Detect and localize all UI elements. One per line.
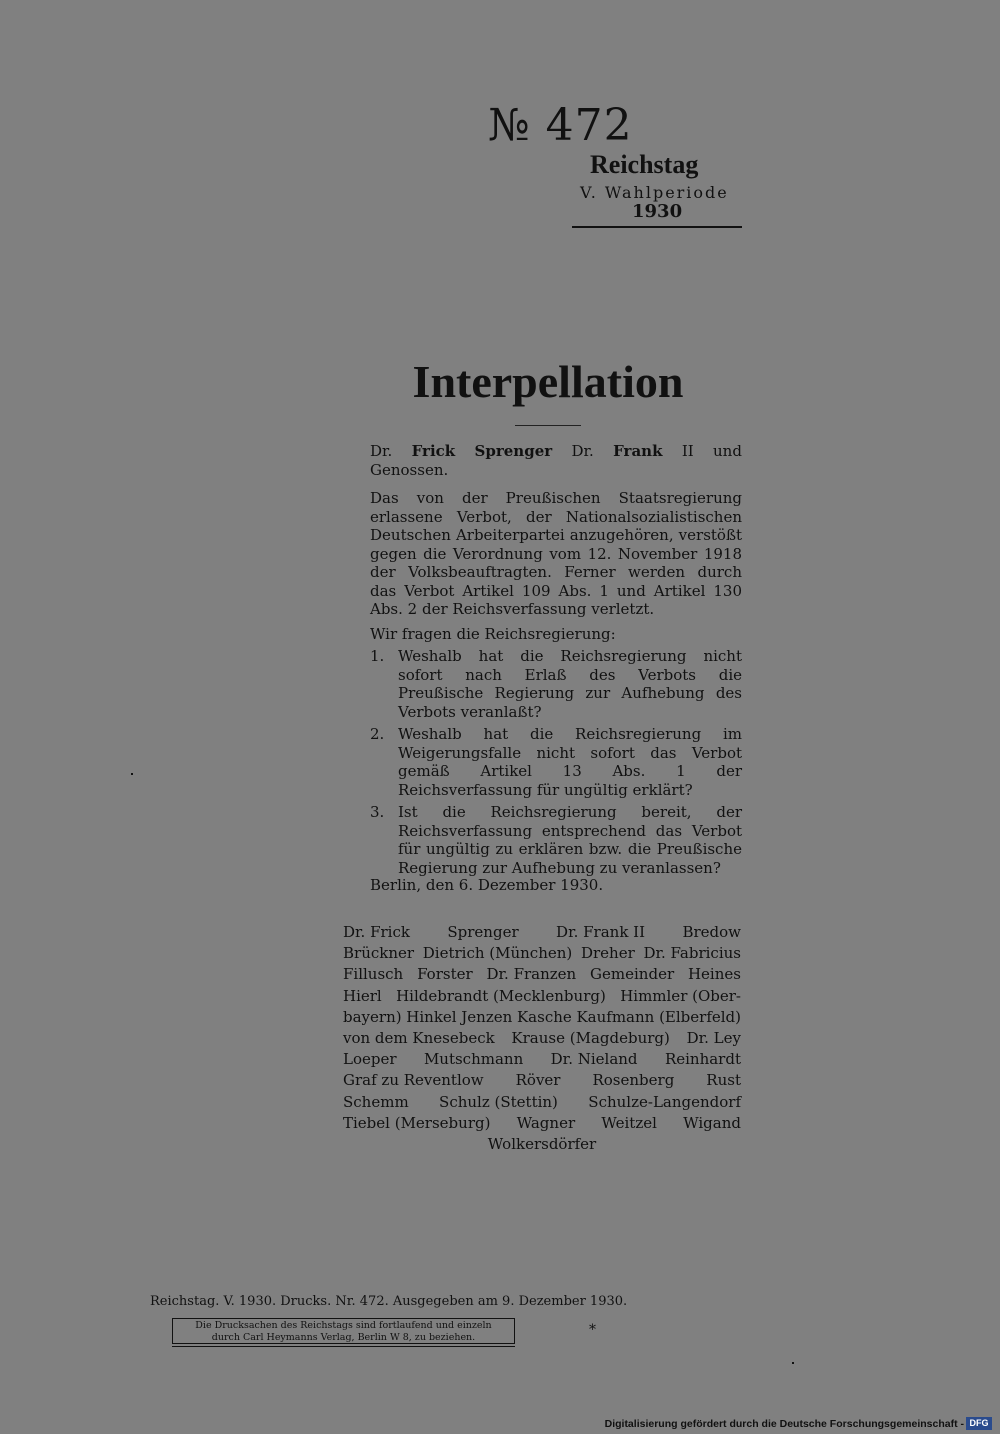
signatory: Dr. Frick — [343, 923, 410, 941]
signatory: Dr. Fabricius — [643, 944, 741, 963]
signatory: Heines — [687, 965, 741, 984]
signatory: Dr. Nieland — [550, 1050, 638, 1069]
question-number: 1. — [370, 647, 385, 665]
signatory: Wigand — [683, 1113, 741, 1132]
signer-part: Dr. — [571, 442, 594, 460]
signatory: Dr. Ley — [686, 1029, 741, 1048]
signatory: Weitzel — [601, 1113, 657, 1132]
signatory: Reinhardt — [664, 1050, 741, 1069]
dfg-logo: DFG — [966, 1417, 992, 1430]
signer-part: II — [681, 442, 694, 460]
signatory: Tiebel (Merseburg) — [343, 1113, 491, 1132]
signatory: Krause (Magdeburg) — [511, 1029, 670, 1048]
signatory: Mutschmann — [423, 1050, 524, 1069]
signatory-row — [343, 1113, 741, 1134]
question-item — [370, 647, 742, 721]
question-intro: Wir fragen die Reichsregierung: — [370, 625, 616, 643]
signatory: Fillusch — [343, 965, 404, 984]
signatory: Hildebrandt (Mecklenburg) — [396, 986, 606, 1005]
publisher-notice-line: Die Drucksachen des Reichstags sind fortlaufend und einzeln — [195, 1320, 492, 1331]
question-list — [370, 647, 742, 881]
signer-part: Frank — [613, 442, 663, 460]
signatory: Dr. Franzen — [486, 965, 577, 984]
signatory: Rosenberg — [592, 1071, 675, 1090]
signatory: Himmler (Ober- — [620, 986, 741, 1005]
signatory: Bredow — [682, 923, 741, 941]
speck — [131, 773, 133, 775]
signatory: Brückner — [343, 944, 415, 963]
signatory: Kasche — [516, 1007, 572, 1026]
notice-rule — [172, 1346, 515, 1347]
signatory: Dietrich (München) — [422, 944, 573, 963]
question-item — [370, 725, 742, 799]
institution-name: Reichstag — [590, 150, 699, 179]
signatory: Rust — [706, 1071, 741, 1090]
signatory-row — [343, 986, 741, 1007]
signatory: Gemeinder — [590, 965, 675, 984]
signatory: Jenzen — [461, 1007, 513, 1026]
signatory: von dem Knesebeck — [343, 1029, 495, 1048]
signatory: Forster — [417, 965, 473, 984]
signatory-row — [343, 1070, 741, 1091]
signer-part: und — [713, 442, 742, 460]
signatory: Dreher — [580, 944, 635, 963]
title-rule — [515, 425, 581, 426]
signatory-row — [343, 1049, 741, 1070]
question-text: Weshalb hat die Reichsregierung im Weigerungsfalle nicht sofort das Verbot gemäß Artikel 13 Abs. 1 der Reichsverfassung für ungültig erklärt? — [398, 725, 742, 799]
signatory: Kaufmann (Elberfeld) — [576, 1007, 741, 1026]
signatory-row — [343, 1134, 741, 1155]
signatory: Sprenger — [447, 923, 519, 941]
speck — [792, 1362, 794, 1364]
year: 1930 — [632, 201, 683, 222]
signatory: Röver — [515, 1071, 561, 1090]
question-text: Ist die Reichsregierung bereit, der Reichsverfassung entsprechend das Verbot für ungültig zu erklären bzw. die Preußische Regierung zur Aufhebung zu veranlassen? — [398, 803, 742, 877]
question-number: 2. — [370, 725, 385, 743]
signatory: Graf zu Reventlow — [343, 1071, 484, 1090]
signatory-row — [343, 943, 741, 964]
submitters — [370, 442, 742, 480]
publisher-notice — [172, 1318, 515, 1344]
document-number: № 472 — [488, 100, 633, 151]
signatory: Schulze-Langendorf — [588, 1092, 741, 1111]
imprint-line: Reichstag. V. 1930. Drucks. Nr. 472. Ausgegeben am 9. Dezember 1930. — [150, 1294, 628, 1309]
signatory: Hierl — [343, 986, 382, 1005]
place-date: Berlin, den 6. Dezember 1930. — [370, 876, 604, 894]
election-period: V. Wahlperiode — [580, 183, 729, 202]
question-text: Weshalb hat die Reichsregierung nicht sofort nach Erlaß des Verbots die Preußische Regierung zur Aufhebung des Verbots veranlaßt? — [398, 647, 742, 721]
signatory-row — [343, 1007, 741, 1028]
signatory: Dr. Frank II — [556, 923, 646, 941]
signatory-row — [343, 1028, 741, 1049]
signatory: Schemm — [343, 1092, 409, 1111]
header-rule — [572, 226, 742, 228]
signatory-row — [343, 1092, 741, 1113]
signatory: bayern) — [343, 1007, 402, 1026]
question-item — [370, 803, 742, 877]
signatory: Loeper — [343, 1050, 397, 1069]
signatory: Hinkel — [406, 1007, 457, 1026]
page-title: Interpellation — [412, 356, 684, 407]
signatories — [343, 922, 741, 1155]
signer-part: Dr. — [370, 442, 393, 460]
question-number: 3. — [370, 803, 385, 821]
signer-part: Frick — [411, 442, 456, 460]
signatory-row — [343, 922, 741, 943]
signatory: Schulz (Stettin) — [439, 1092, 558, 1111]
signatory-row — [343, 964, 741, 985]
signer-part: Sprenger — [474, 442, 553, 460]
signatory: Wagner — [516, 1113, 576, 1132]
body-paragraph: Das von der Preußischen Staatsregierung erlassene Verbot, der Nationalsozialistischen Deutschen Arbeiterpartei anzugehören, verstößt gegen die Verordnung vom 12. November 1918 der Volksbeauftragten. Ferner werden durch das Verbot Artikel 109 Abs. 1 und Artikel 130 Abs. 2 der Reichsverfassung verletzt. — [370, 489, 742, 618]
signatory: Wolkersdörfer — [487, 1135, 597, 1154]
signer-part: Genossen. — [370, 461, 449, 479]
asterisk-mark: * — [589, 1322, 596, 1338]
digitization-credit: Digitalisierung gefördert durch die Deutsche Forschungsgemeinschaft - — [604, 1418, 964, 1430]
publisher-notice-line: durch Carl Heymanns Verlag, Berlin W 8, zu beziehen. — [211, 1331, 476, 1343]
